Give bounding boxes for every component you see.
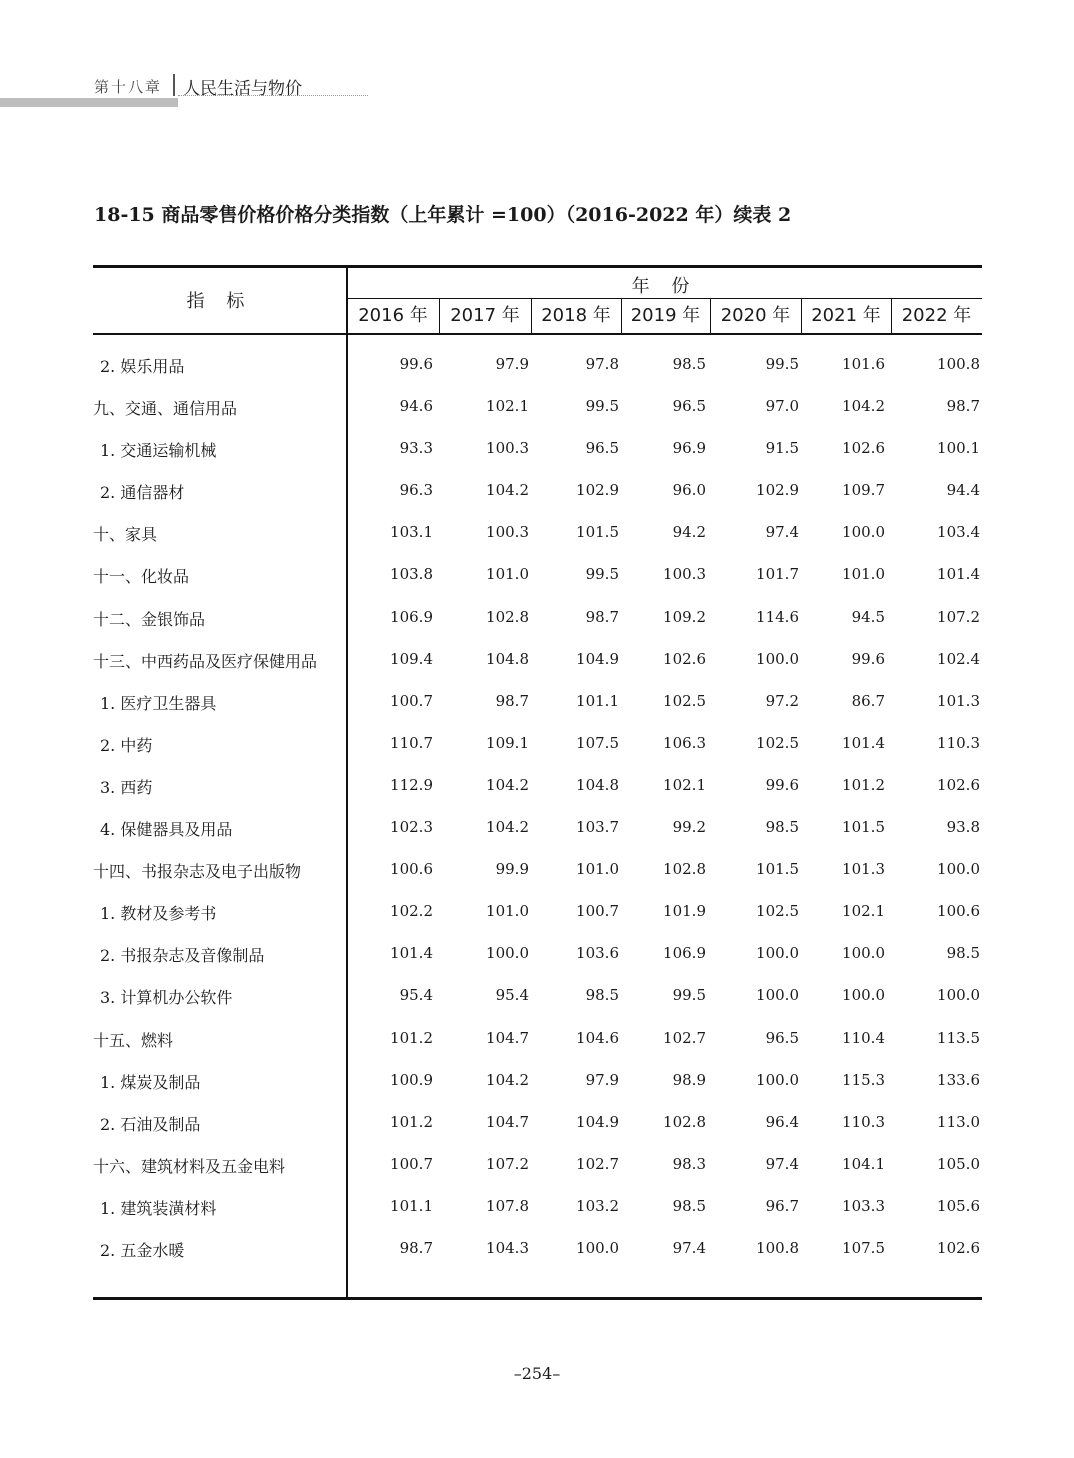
- value-cell: 105.6: [937, 1196, 980, 1215]
- value-cell: 100.0: [576, 1238, 619, 1257]
- value-cell: 102.7: [663, 1028, 706, 1047]
- value-cell: 96.9: [672, 439, 706, 458]
- row-label: 九、交通、通信用品: [93, 399, 238, 419]
- value-cell: 102.6: [663, 649, 706, 668]
- value-cell: 98.7: [585, 607, 619, 626]
- row-label: 2. 娱乐用品: [100, 357, 185, 376]
- value-cell: 100.3: [486, 523, 529, 542]
- value-cell: 106.9: [663, 944, 706, 963]
- section-title: 人民生活与物价: [183, 79, 302, 99]
- row-label: 1. 交通运输机械: [100, 441, 217, 461]
- value-cell: 107.5: [576, 733, 619, 752]
- year-column-header: 2017 年: [450, 305, 520, 326]
- table-title: 18-15 商品零售价格价格分类指数（上年累计 =100）（2016-2022 年）续表 2: [94, 204, 792, 226]
- table-body: [93, 344, 982, 1270]
- value-cell: 99.5: [672, 986, 706, 1005]
- value-cell: 102.1: [486, 397, 529, 416]
- value-cell: 98.7: [495, 691, 529, 710]
- value-cell: 94.5: [851, 607, 885, 626]
- value-cell: 101.2: [390, 1028, 433, 1047]
- value-cell: 102.9: [576, 481, 619, 500]
- value-cell: 100.0: [842, 986, 885, 1005]
- row-label: 3. 计算机办公软件: [100, 988, 233, 1008]
- value-cell: 110.3: [842, 1112, 885, 1131]
- value-cell: 100.0: [937, 986, 980, 1005]
- value-cell: 101.6: [842, 355, 885, 373]
- value-cell: 100.0: [937, 860, 980, 879]
- table-row: [93, 891, 982, 933]
- value-cell: 99.6: [765, 775, 799, 794]
- value-cell: 100.0: [756, 944, 799, 963]
- value-cell: 100.7: [390, 691, 433, 710]
- value-cell: 109.2: [663, 607, 706, 626]
- value-cell: 109.4: [390, 649, 433, 668]
- table-row: [93, 765, 982, 807]
- value-cell: 110.7: [390, 733, 433, 752]
- row-label: 十三、中西药品及医疗保健用品: [93, 651, 318, 671]
- value-cell: 95.4: [495, 986, 529, 1005]
- value-cell: 98.5: [946, 944, 980, 963]
- value-cell: 104.2: [486, 775, 529, 794]
- value-cell: 102.6: [937, 775, 980, 794]
- value-cell: 96.4: [765, 1112, 799, 1131]
- value-cell: 109.1: [486, 733, 529, 752]
- value-cell: 103.4: [937, 523, 980, 542]
- year-column-header: 2020 年: [720, 305, 791, 326]
- value-cell: 100.0: [842, 523, 885, 542]
- value-cell: 102.5: [756, 902, 799, 921]
- table-bottom-rule: [93, 1297, 982, 1300]
- indicator-header: 指 标: [186, 291, 253, 312]
- value-cell: 98.7: [946, 397, 980, 416]
- value-cell: 104.6: [576, 1028, 619, 1047]
- value-cell: 104.2: [486, 1070, 529, 1089]
- value-cell: 113.0: [937, 1112, 980, 1131]
- table-row: [93, 849, 982, 891]
- table-row: [93, 470, 982, 512]
- row-label: 2. 五金水暖: [100, 1240, 185, 1260]
- value-cell: 100.3: [663, 565, 706, 584]
- year-column-header: 2019 年: [630, 305, 701, 326]
- value-cell: 96.5: [672, 397, 706, 416]
- value-cell: 103.1: [390, 523, 433, 542]
- value-cell: 101.4: [390, 944, 433, 963]
- table-row: [93, 386, 982, 428]
- value-cell: 99.5: [585, 397, 619, 416]
- value-cell: 115.3: [842, 1070, 885, 1089]
- row-label: 4. 保健器具及用品: [100, 820, 233, 840]
- value-cell: 97.4: [765, 1154, 799, 1173]
- value-cell: 97.9: [585, 1070, 619, 1089]
- value-cell: 99.6: [399, 355, 433, 373]
- table-row: [93, 554, 982, 596]
- value-cell: 101.0: [576, 860, 619, 879]
- chapter-label: 第十八章: [94, 78, 163, 96]
- year-columns: [347, 299, 982, 333]
- value-cell: 104.3: [486, 1238, 529, 1257]
- value-cell: 98.5: [765, 818, 799, 837]
- value-cell: 101.4: [937, 565, 980, 584]
- row-label: 十五、燃料: [93, 1030, 174, 1050]
- year-column-header: 2018 年: [541, 305, 611, 326]
- value-cell: 102.5: [663, 691, 706, 710]
- value-cell: 100.6: [937, 902, 980, 921]
- value-cell: 96.5: [765, 1028, 799, 1047]
- value-cell: 99.9: [495, 860, 529, 879]
- value-cell: 104.9: [576, 649, 619, 668]
- value-cell: 102.8: [663, 1112, 706, 1131]
- row-label: 2. 通信器材: [100, 483, 185, 503]
- value-cell: 133.6: [937, 1070, 980, 1089]
- year-column-header: 2022 年: [901, 305, 972, 326]
- table-row: [93, 1102, 982, 1144]
- value-cell: 101.0: [486, 902, 529, 921]
- value-cell: 102.5: [756, 733, 799, 752]
- value-cell: 98.5: [585, 986, 619, 1005]
- row-label: 十二、金银饰品: [93, 609, 206, 629]
- value-cell: 106.3: [663, 733, 706, 752]
- value-cell: 100.7: [576, 902, 619, 921]
- value-cell: 107.2: [937, 607, 980, 626]
- value-cell: 97.8: [585, 355, 619, 373]
- value-cell: 104.8: [576, 775, 619, 794]
- value-cell: 103.7: [576, 818, 619, 837]
- value-cell: 101.4: [842, 733, 885, 752]
- value-cell: 100.7: [390, 1154, 433, 1173]
- value-cell: 100.6: [390, 860, 433, 879]
- value-cell: 102.6: [937, 1238, 980, 1257]
- value-cell: 94.4: [946, 481, 980, 500]
- value-cell: 101.3: [937, 691, 980, 710]
- value-cell: 100.0: [756, 1070, 799, 1089]
- table-row: [93, 639, 982, 681]
- page-number: –254–: [513, 1364, 561, 1383]
- table-row: [93, 975, 982, 1017]
- value-cell: 100.9: [390, 1070, 433, 1089]
- value-cell: 97.2: [765, 691, 799, 710]
- row-label: 2. 中药: [100, 735, 153, 755]
- value-cell: 97.0: [765, 397, 799, 416]
- table-row: [93, 807, 982, 849]
- table-row: [93, 723, 982, 765]
- value-cell: 107.8: [486, 1196, 529, 1215]
- table-row: [93, 1144, 982, 1186]
- value-cell: 98.7: [399, 1238, 433, 1257]
- value-cell: 98.5: [672, 1196, 706, 1215]
- table-top-rule: [93, 265, 982, 268]
- value-cell: 107.5: [842, 1238, 885, 1257]
- value-cell: 113.5: [937, 1028, 980, 1047]
- row-label: 十六、建筑材料及五金电料: [93, 1156, 286, 1176]
- value-cell: 86.7: [851, 691, 885, 710]
- row-label: 十一、化妆品: [93, 567, 190, 587]
- year-column-header: 2016 年: [358, 305, 428, 326]
- value-cell: 101.9: [663, 902, 706, 921]
- value-cell: 103.2: [576, 1196, 619, 1215]
- value-cell: 110.4: [842, 1028, 885, 1047]
- value-cell: 104.9: [576, 1112, 619, 1131]
- value-cell: 104.8: [486, 649, 529, 668]
- value-cell: 95.4: [399, 986, 433, 1005]
- value-cell: 102.6: [842, 439, 885, 458]
- table-row: [93, 428, 982, 470]
- value-cell: 104.7: [486, 1028, 529, 1047]
- value-cell: 96.7: [765, 1196, 799, 1215]
- value-cell: 94.2: [672, 523, 706, 542]
- value-cell: 100.3: [486, 439, 529, 458]
- data-table: [93, 265, 982, 1300]
- value-cell: 114.6: [756, 607, 799, 626]
- value-cell: 104.2: [486, 818, 529, 837]
- value-cell: 99.5: [585, 565, 619, 584]
- header-bar: [0, 98, 178, 107]
- value-cell: 102.3: [390, 818, 433, 837]
- table-row: [93, 344, 982, 386]
- value-cell: 101.0: [842, 565, 885, 584]
- value-cell: 104.2: [842, 397, 885, 416]
- value-cell: 99.6: [851, 649, 885, 668]
- year-header: 年 份: [631, 276, 698, 297]
- value-cell: 99.5: [765, 355, 799, 373]
- value-cell: 96.3: [399, 481, 433, 500]
- header-separator: [173, 74, 175, 96]
- row-label: 1. 煤炭及制品: [100, 1072, 201, 1092]
- value-cell: 102.7: [576, 1154, 619, 1173]
- row-label: 1. 教材及参考书: [100, 904, 217, 924]
- value-cell: 107.2: [486, 1154, 529, 1173]
- value-cell: 96.0: [672, 481, 706, 500]
- value-cell: 99.2: [672, 818, 706, 837]
- value-cell: 101.5: [756, 860, 799, 879]
- value-cell: 101.5: [842, 818, 885, 837]
- row-label: 3. 西药: [100, 777, 153, 797]
- value-cell: 96.5: [585, 439, 619, 458]
- value-cell: 101.1: [576, 691, 619, 710]
- value-cell: 100.0: [756, 649, 799, 668]
- value-cell: 94.6: [399, 397, 433, 416]
- row-label: 十、家具: [93, 525, 158, 545]
- value-cell: 100.8: [937, 355, 980, 373]
- table-row: [93, 933, 982, 975]
- value-cell: 101.2: [390, 1112, 433, 1131]
- row-label: 1. 建筑装潢材料: [100, 1198, 217, 1218]
- value-cell: 112.9: [390, 775, 433, 794]
- table-row: [93, 1186, 982, 1228]
- year-column-header: 2021 年: [811, 305, 881, 326]
- value-cell: 104.2: [486, 481, 529, 500]
- value-cell: 100.8: [756, 1238, 799, 1257]
- value-cell: 104.7: [486, 1112, 529, 1131]
- table-row: [93, 681, 982, 723]
- value-cell: 102.9: [756, 481, 799, 500]
- value-cell: 102.4: [937, 649, 980, 668]
- value-cell: 102.8: [486, 607, 529, 626]
- value-cell: 103.6: [576, 944, 619, 963]
- value-cell: 98.9: [672, 1070, 706, 1089]
- value-cell: 93.3: [399, 439, 433, 458]
- header-bottom-rule: [93, 333, 982, 335]
- value-cell: 91.5: [765, 439, 799, 458]
- row-label: 十四、书报杂志及电子出版物: [93, 862, 302, 882]
- value-cell: 100.0: [842, 944, 885, 963]
- table-row: [93, 1060, 982, 1102]
- value-cell: 103.8: [390, 565, 433, 584]
- value-cell: 97.4: [672, 1238, 706, 1257]
- value-cell: 97.4: [765, 523, 799, 542]
- value-cell: 93.8: [946, 818, 980, 837]
- row-label: 2. 书报杂志及音像制品: [100, 946, 265, 966]
- value-cell: 97.9: [495, 355, 529, 373]
- value-cell: 102.1: [663, 775, 706, 794]
- table-row: [93, 1228, 982, 1270]
- value-cell: 98.3: [672, 1154, 706, 1173]
- value-cell: 105.0: [937, 1154, 980, 1173]
- table-row: [93, 1018, 982, 1060]
- value-cell: 101.0: [486, 565, 529, 584]
- value-cell: 102.2: [390, 902, 433, 921]
- value-cell: 104.1: [842, 1154, 885, 1173]
- table-row: [93, 597, 982, 639]
- value-cell: 102.8: [663, 860, 706, 879]
- value-cell: 101.2: [842, 775, 885, 794]
- running-header: [0, 66, 370, 110]
- value-cell: 101.3: [842, 860, 885, 879]
- value-cell: 106.9: [390, 607, 433, 626]
- value-cell: 109.7: [842, 481, 885, 500]
- value-cell: 101.7: [756, 565, 799, 584]
- row-label: 2. 石油及制品: [100, 1114, 201, 1134]
- value-cell: 98.5: [672, 355, 706, 373]
- table-row: [93, 512, 982, 554]
- value-cell: 100.1: [937, 439, 980, 458]
- value-cell: 100.0: [756, 986, 799, 1005]
- value-cell: 100.0: [486, 944, 529, 963]
- value-cell: 103.3: [842, 1196, 885, 1215]
- value-cell: 101.1: [390, 1196, 433, 1215]
- value-cell: 110.3: [937, 733, 980, 752]
- row-label: 1. 医疗卫生器具: [100, 693, 217, 713]
- value-cell: 101.5: [576, 523, 619, 542]
- value-cell: 102.1: [842, 902, 885, 921]
